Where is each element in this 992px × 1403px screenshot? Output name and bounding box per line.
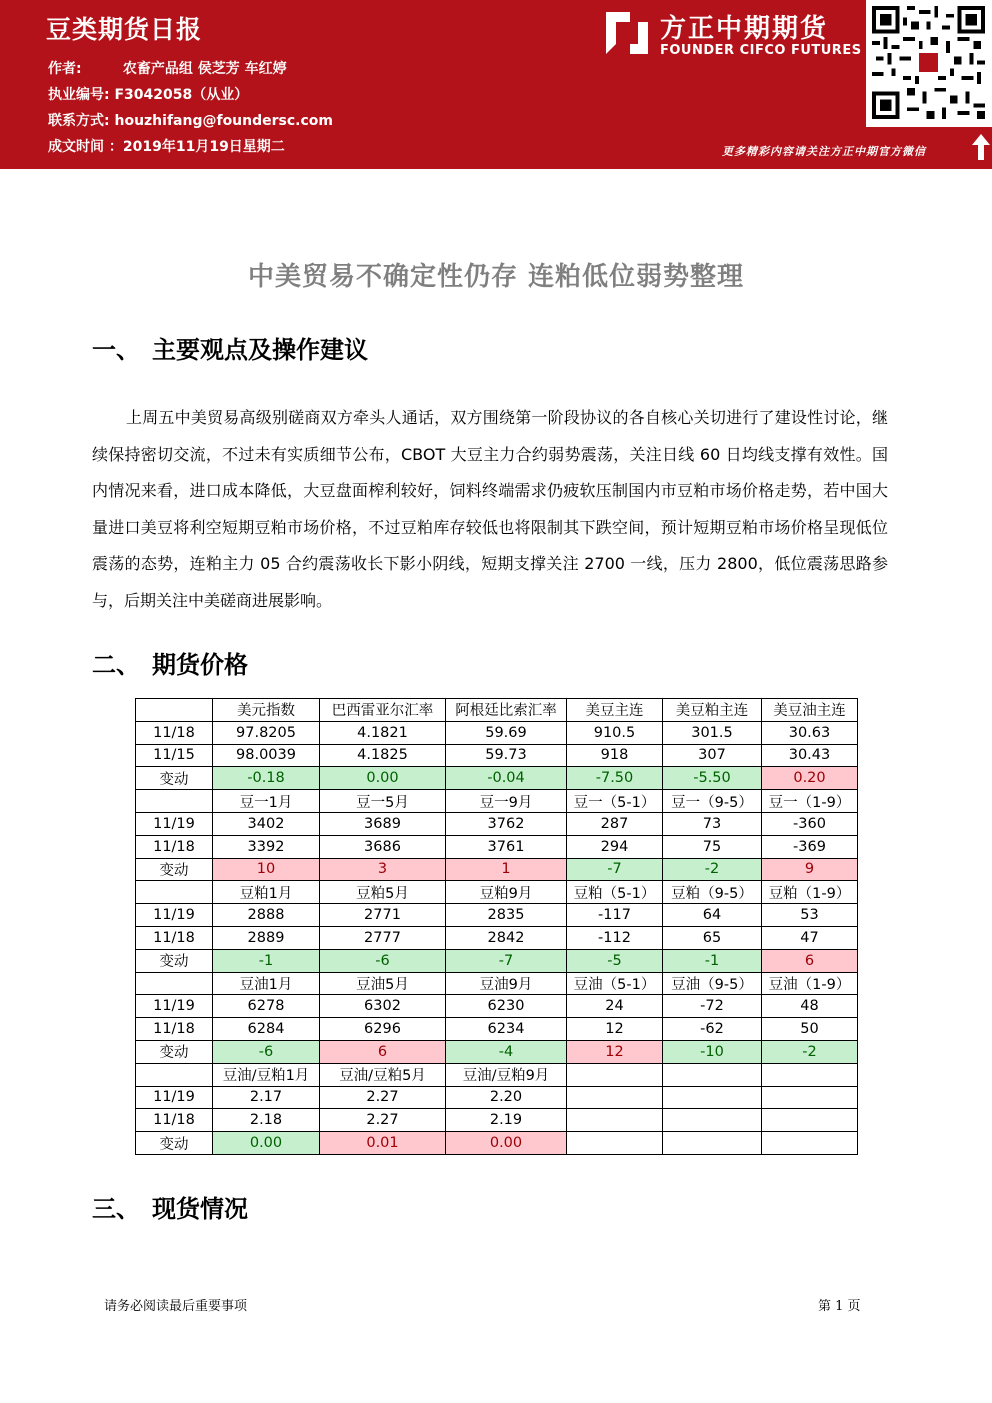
table-row [136,721,858,744]
report-type-title: 豆类期货日报 [46,15,203,44]
section-heading-1 [92,330,368,365]
table-cell: 97.8205 [213,721,320,744]
column-header-cell: 豆油/豆粕1月 [213,1063,320,1086]
row-label-cell: 11/18 [136,1018,213,1041]
column-header-cell: 豆一9月 [446,790,567,813]
license-value: F3042058（从业） [114,87,249,103]
qr-code-panel [866,0,992,127]
table-cell: -369 [762,835,858,858]
table-cell: 6230 [446,995,567,1018]
table-cell: 2.17 [213,1086,320,1109]
table-cell: -1 [663,949,762,972]
table-cell: 6234 [446,1018,567,1041]
column-header-cell: 豆粕9月 [446,881,567,904]
table-cell: -72 [663,995,762,1018]
author-value: 农畜产品组 侯芝芳 车红婷 [122,61,287,77]
table-row [136,995,858,1018]
table-cell: 75 [663,835,762,858]
column-header-cell: 美豆主连 [567,699,663,722]
table-cell: -7 [567,858,663,881]
row-label-cell: 11/19 [136,812,213,835]
column-header-cell: 豆油（9-5） [663,972,762,995]
table-cell: 3402 [213,812,320,835]
footer-notice: 请务必阅读最后重要事项 [104,1299,248,1314]
table-cell: -5 [567,949,663,972]
row-label-cell: 11/19 [136,995,213,1018]
table-cell: -2 [762,1040,858,1063]
table-header-row [136,790,858,813]
table-cell: 9 [762,858,858,881]
table-cell: 2771 [320,904,446,927]
page-number: 第 1 页 [818,1299,861,1314]
table-cell: 50 [762,1018,858,1041]
up-arrow-icon [972,134,990,160]
row-label-cell: 11/18 [136,835,213,858]
table-cell [567,1132,663,1155]
table-cell [663,1109,762,1132]
summary-paragraph: 上周五中美贸易高级别磋商双方牵头人通话，双方围绕第一阶段协议的各自核心关切进行了建设性讨论，继续保持密切交流，不过未有实质细节公布，CBOT 大豆主力合约弱势震荡，关注日线 60 日均线支撑有效性。国内情况来看，进口成本降低，大豆盘面榨利较好，饲料终端需求仍疲软压制国内市豆粕市场价格走势，若中国大量进口美豆将利空短期豆粕市场价格，不过豆粕库存较低也将限制其下跌空间，预计短期豆粕市场价格呈现低位震荡的态势，连粕主力 05 合约震荡收长下影小阴线，短期支撑关注 2700 一线，压力 2800，低位震荡思路参与，后期关注中美磋商进展影响。 [92,408,888,610]
table-cell: 98.0039 [213,744,320,767]
table-cell: 3686 [320,835,446,858]
table-cell: -1 [213,949,320,972]
table-header-row [136,881,858,904]
table-row [136,744,858,767]
column-header-cell: 阿根廷比索汇率 [446,699,567,722]
section-title: 主要观点及操作建议 [152,336,368,364]
table-header-row [136,1063,858,1086]
row-label-cell: 变动 [136,767,213,790]
table-cell: -6 [320,949,446,972]
table-header-row [136,972,858,995]
column-header-cell [762,1063,858,1086]
table-cell: 0.00 [446,1132,567,1155]
table-cell: 3 [320,858,446,881]
table-cell: 2.27 [320,1109,446,1132]
table-cell: 2842 [446,926,567,949]
table-cell: 2777 [320,926,446,949]
column-header-cell: 美豆油主连 [762,699,858,722]
table-cell: 6284 [213,1018,320,1041]
column-header-cell: 豆一1月 [213,790,320,813]
table-header-row [136,699,858,722]
table-row [136,949,858,972]
column-header-cell: 豆油1月 [213,972,320,995]
column-header-cell: 豆油9月 [446,972,567,995]
column-header-cell: 豆油/豆粕9月 [446,1063,567,1086]
brand-name-en: FOUNDER CIFCO FUTURES [660,43,862,58]
table-cell [762,1109,858,1132]
license-line [48,84,248,104]
table-cell: 2888 [213,904,320,927]
table-cell: 47 [762,926,858,949]
table-cell: 30.43 [762,744,858,767]
row-label-cell [136,972,213,995]
table-row [136,926,858,949]
column-header-cell: 豆粕（1-9） [762,881,858,904]
table-cell: 2835 [446,904,567,927]
table-cell: 294 [567,835,663,858]
table-cell: 2.27 [320,1086,446,1109]
section-title: 现货情况 [152,1195,248,1223]
table-cell: -5.50 [663,767,762,790]
row-label-cell: 变动 [136,1132,213,1155]
table-cell: 4.1821 [320,721,446,744]
table-cell: 910.5 [567,721,663,744]
table-row [136,835,858,858]
futures-price-table [135,698,858,1155]
column-header-cell [567,1063,663,1086]
column-header-cell: 豆一（9-5） [663,790,762,813]
row-label-cell: 11/15 [136,744,213,767]
table-cell: 73 [663,812,762,835]
table-cell: 6296 [320,1018,446,1041]
row-label-cell [136,1063,213,1086]
table-cell: -6 [213,1040,320,1063]
section-heading-3 [92,1189,248,1224]
column-header-cell: 豆一（5-1） [567,790,663,813]
row-label-cell: 11/18 [136,1109,213,1132]
table-cell: 0.00 [320,767,446,790]
contact-label: 联系方式: [48,113,110,129]
row-label-cell [136,790,213,813]
table-cell: -360 [762,812,858,835]
table-row [136,1109,858,1132]
row-label-cell: 变动 [136,1040,213,1063]
table-cell: 2.19 [446,1109,567,1132]
column-header-cell [663,1063,762,1086]
table-cell: 2.18 [213,1109,320,1132]
table-cell: -7.50 [567,767,663,790]
table-row [136,812,858,835]
table-cell: 3689 [320,812,446,835]
date-value: ：2019年11月19日星期二 [108,139,285,155]
header-divider [0,163,992,169]
table-row [136,904,858,927]
row-label-cell: 11/18 [136,926,213,949]
section-number: 二、 [92,651,140,679]
table-cell: 6278 [213,995,320,1018]
table-cell: 6 [320,1040,446,1063]
table-cell: 4.1825 [320,744,446,767]
table-cell: 65 [663,926,762,949]
table-row [136,1040,858,1063]
table-row [136,1132,858,1155]
table-cell [567,1086,663,1109]
table-cell: -10 [663,1040,762,1063]
table-cell: -0.04 [446,767,567,790]
column-header-cell: 豆一5月 [320,790,446,813]
table-row [136,858,858,881]
table-cell [663,1132,762,1155]
author-line [48,58,287,78]
table-cell: 48 [762,995,858,1018]
table-cell [762,1086,858,1109]
table-row [136,1018,858,1041]
table-cell: 0.00 [213,1132,320,1155]
table-cell: -112 [567,926,663,949]
table-cell: 59.69 [446,721,567,744]
table-cell: 307 [663,744,762,767]
table-cell: 12 [567,1040,663,1063]
contact-line [48,110,333,130]
section-number: 一、 [92,336,140,364]
table-cell [762,1132,858,1155]
column-header-cell: 美元指数 [213,699,320,722]
date-line [48,136,285,156]
row-label-cell [136,881,213,904]
table-cell: 1 [446,858,567,881]
column-header-cell: 豆油（5-1） [567,972,663,995]
table-cell [567,1109,663,1132]
table-cell: 30.63 [762,721,858,744]
table-cell: -117 [567,904,663,927]
table-cell: -4 [446,1040,567,1063]
row-label-cell: 11/19 [136,1086,213,1109]
qr-code-icon [872,4,985,121]
table-cell: 6302 [320,995,446,1018]
column-header-cell: 巴西雷亚尔汇率 [320,699,446,722]
report-header [0,0,992,163]
table-cell: 2889 [213,926,320,949]
author-label: 作者: [48,61,82,77]
brand-logo [600,6,860,62]
table-cell: 3392 [213,835,320,858]
table-cell: 0.20 [762,767,858,790]
table-cell: 301.5 [663,721,762,744]
section-number: 三、 [92,1195,140,1223]
table-cell: 59.73 [446,744,567,767]
table-cell: -0.18 [213,767,320,790]
section-title: 期货价格 [152,651,248,679]
section-heading-2 [92,645,248,680]
column-header-cell: 豆油/豆粕5月 [320,1063,446,1086]
column-header-cell: 豆粕1月 [213,881,320,904]
row-label-cell: 11/19 [136,904,213,927]
row-label-cell [136,699,213,722]
date-label: 成文时间 [48,139,104,155]
table-row [136,767,858,790]
table-cell: 918 [567,744,663,767]
table-cell: 2.20 [446,1086,567,1109]
table-row [136,1086,858,1109]
brand-mark-icon [604,10,650,56]
table-cell: -62 [663,1018,762,1041]
column-header-cell: 美豆粕主连 [663,699,762,722]
wechat-slogan: 更多精彩内容请关注方正中期官方微信 [722,145,926,158]
table-cell: -7 [446,949,567,972]
table-cell: 53 [762,904,858,927]
column-header-cell: 豆油5月 [320,972,446,995]
column-header-cell: 豆油（1-9） [762,972,858,995]
table-cell: 24 [567,995,663,1018]
brand-name-cn: 方正中期期货 [660,14,829,44]
table-cell: 287 [567,812,663,835]
row-label-cell: 变动 [136,949,213,972]
table-cell: 64 [663,904,762,927]
table-cell: 10 [213,858,320,881]
column-header-cell: 豆粕（9-5） [663,881,762,904]
column-header-cell: 豆一（1-9） [762,790,858,813]
contact-email: houzhifang@foundersc.com [114,113,333,129]
license-label: 执业编号: [48,87,110,103]
table-cell [663,1086,762,1109]
table-cell: 3761 [446,835,567,858]
column-header-cell: 豆粕5月 [320,881,446,904]
table-cell: 0.01 [320,1132,446,1155]
document-title: 中美贸易不确定性仍存 连粕低位弱势整理 [247,262,745,292]
row-label-cell: 11/18 [136,721,213,744]
table-cell: 12 [567,1018,663,1041]
column-header-cell: 豆粕（5-1） [567,881,663,904]
table-cell: -2 [663,858,762,881]
table-cell: 3762 [446,812,567,835]
row-label-cell: 变动 [136,858,213,881]
table-cell: 6 [762,949,858,972]
